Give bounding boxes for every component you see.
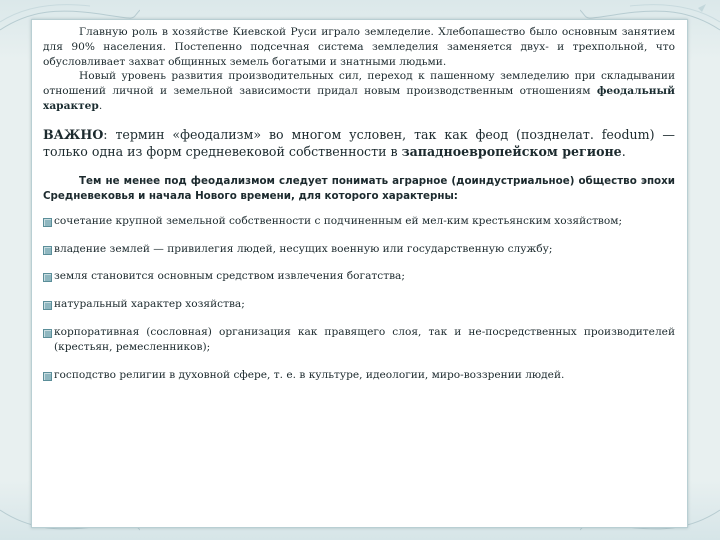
square-bullet-icon <box>43 273 52 282</box>
list-item-text: земля становится основным средством извлечения богатства; <box>54 270 405 283</box>
important-end-dot: . <box>621 143 626 159</box>
important-text: : термин «феодализм» во многом условен, так как феод (позднелат. feodum) — только одна из форм средневековой собственности в <box>43 126 675 159</box>
paragraph-end-dot: . <box>98 99 103 112</box>
list-item <box>43 368 675 383</box>
square-bullet-icon <box>43 301 52 310</box>
list-item-text: господство религии в духовной сфере, т. е. в культуре, идеологии, миро-воззрении людей. <box>54 368 565 381</box>
list-item-text: сочетание крупной земельной собственности с подчиненным ей мел-ким крестьянским хозяйством; <box>54 214 623 227</box>
list-item-text: корпоративная (сословная) организация как правящего слоя, так и не-посредственных производителей (крестьян, ремесленников); <box>54 325 675 353</box>
list-item <box>43 269 675 284</box>
western-european-region: западноевропейском регионе <box>401 143 622 159</box>
feudal-character-accent: феодальный характер <box>43 85 675 112</box>
square-bullet-icon <box>43 329 52 338</box>
square-bullet-icon <box>43 372 52 381</box>
list-item <box>43 297 675 312</box>
slide-text-body <box>43 25 675 395</box>
list-item-text: владение землей — привилегия людей, несущих военную или государственную службу; <box>54 242 553 255</box>
paragraph-productive-forces-text: Новый уровень развития производительных сил, переход к пашенному земледелию при складывании отношений личной и земельной зависимости придал новым производственным отношениям <box>43 70 675 98</box>
list-item <box>43 214 675 229</box>
list-item-text: натуральный характер хозяйства; <box>54 298 245 311</box>
list-item <box>43 325 675 355</box>
paragraph-agriculture: Главную роль в хозяйстве Киевской Руси играло земледелие. Хлебопашество было основным занятием для 90% населения. Постепенно подсечная система земледелия заменяется двух- и трехпольной, что обусловливает захват общинных земель богатыми и знатными людьми. <box>43 26 675 68</box>
important-note <box>43 126 675 160</box>
square-bullet-icon <box>43 246 52 255</box>
list-item <box>43 242 675 257</box>
important-label: ВАЖНО <box>43 126 104 142</box>
feudalism-definition: Тем не менее под феодализмом следует понимать аграрное (доиндустриальное) общество эпохи Средневековья и начала Нового времени, для которого характерны: <box>43 174 675 202</box>
square-bullet-icon <box>43 218 52 227</box>
characteristics-list <box>43 214 675 383</box>
paragraph-productive-forces <box>43 69 675 113</box>
